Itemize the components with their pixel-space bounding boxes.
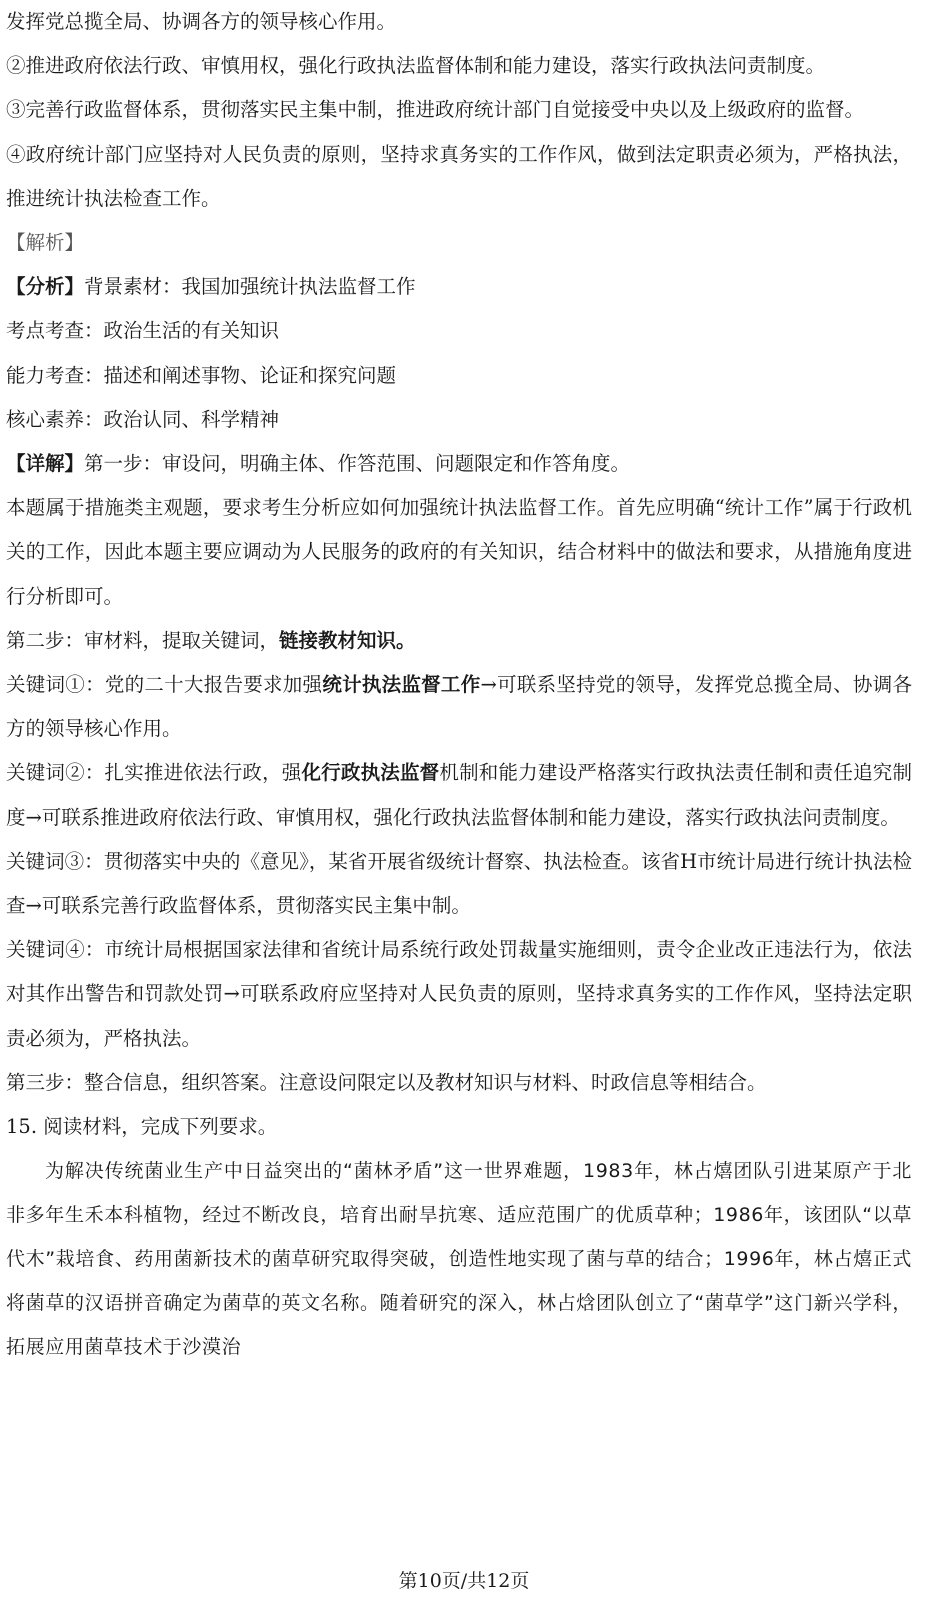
option-3: ③完善行政监督体系，贯彻落实民主集中制，推进政府统计部门自觉接受中央以及上级政府的监督。 <box>6 98 865 122</box>
page-number: 第10页/共12页 <box>398 1570 530 1592</box>
analysis-label: 【分析】 <box>6 275 85 299</box>
detail-step-1: 【详解】第一步：审设问，明确主体、作答范围、问题限定和作答角度。 <box>6 452 631 476</box>
core-literacy: 核心素养：政治认同、科学精神 <box>6 407 280 431</box>
keyword-1: 关键词①：党的二十大报告要求加强统计执法监督工作→可联系坚持党的领导，发挥党总揽全局、协调各方的领导核心作用。 <box>6 673 912 741</box>
ability-check: 能力考查：描述和阐述事物、论证和探究问题 <box>6 363 397 387</box>
option-2: ②推进政府依法行政、审慎用权，强化行政执法监督体制和能力建设，落实行政执法问责制度。 <box>6 54 826 78</box>
keyword-3: 关键词③：贯彻落实中央的《意见》，某省开展省级统计督察、执法检查。该省H市统计局进行统计执法检查→可联系完善行政监督体系，贯彻落实民主集中制。 <box>6 849 912 918</box>
exam-point: 考点考查：政治生活的有关知识 <box>6 319 280 343</box>
keyword-4: 关键词④：市统计局根据国家法律和省统计局系统行政处罚裁量实施细则，责令企业改正违法行为，依法对其作出警告和罚款处罚→可联系政府应坚持对人民负责的原则，坚持求真务实的工作作风，坚持法定职责必须为，严格执法。 <box>6 938 912 1050</box>
question-15-material: 为解决传统菌业生产中日益突出的“菌林矛盾”这一世界难题，1983年，林占熺团队引进某原产于北非多年生禾本科植物，经过不断改良，培育出耐旱抗寒、适应范围广的优质草种；1986年，该团队“以草代木”栽培食、药用菌新技术的菌草研究取得突破，创造性地实现了菌与草的结合；1996年，林占熺正式将菌草的汉语拼音确定为菌草的英文名称。随着研究的深入，林占焓团队创立了“菌草学”这门新兴学科，拓展应用菌草技术于沙漠治 <box>6 1160 912 1359</box>
keyword-2: 关键词②：扎实推进依法行政，强化行政执法监督机制和能力建设严格落实行政执法责任制和责任追究制度→可联系推进政府依法行政、审慎用权，强化行政执法监督体制和能力建设，落实行政执法问责制度。 <box>6 761 912 829</box>
question-15: 15. 阅读材料，完成下列要求。 <box>6 1115 278 1139</box>
analysis-background: 【分析】背景素材：我国加强统计执法监督工作 <box>6 275 416 299</box>
option-1-tail: 发挥党总揽全局、协调各方的领导核心作用。 <box>6 10 397 33</box>
detail-label: 【详解】 <box>6 452 85 476</box>
step-2: 第二步：审材料，提取关键词，链接教材知识。 <box>6 628 416 652</box>
option-4: ④政府统计部门应坚持对人民负责的原则，坚持求真务实的工作作风，做到法定职责必须为，严格执法，推进统计执法检查工作。 <box>6 142 912 210</box>
step-3: 第三步：整合信息，组织答案。注意设问限定以及教材知识与材料、时政信息等相结合。 <box>6 1070 767 1094</box>
page-content <box>6 0 912 1369</box>
step-1-explanation: 本题属于措施类主观题，要求考生分析应如何加强统计执法监督工作。首先应明确“统计工作”属于行政机关的工作，因此本题主要应调动为人民服务的政府的有关知识，结合材料中的做法和要求，从措施角度进行分析即可。 <box>6 496 912 608</box>
analysis-heading: 【解析】 <box>6 231 85 255</box>
